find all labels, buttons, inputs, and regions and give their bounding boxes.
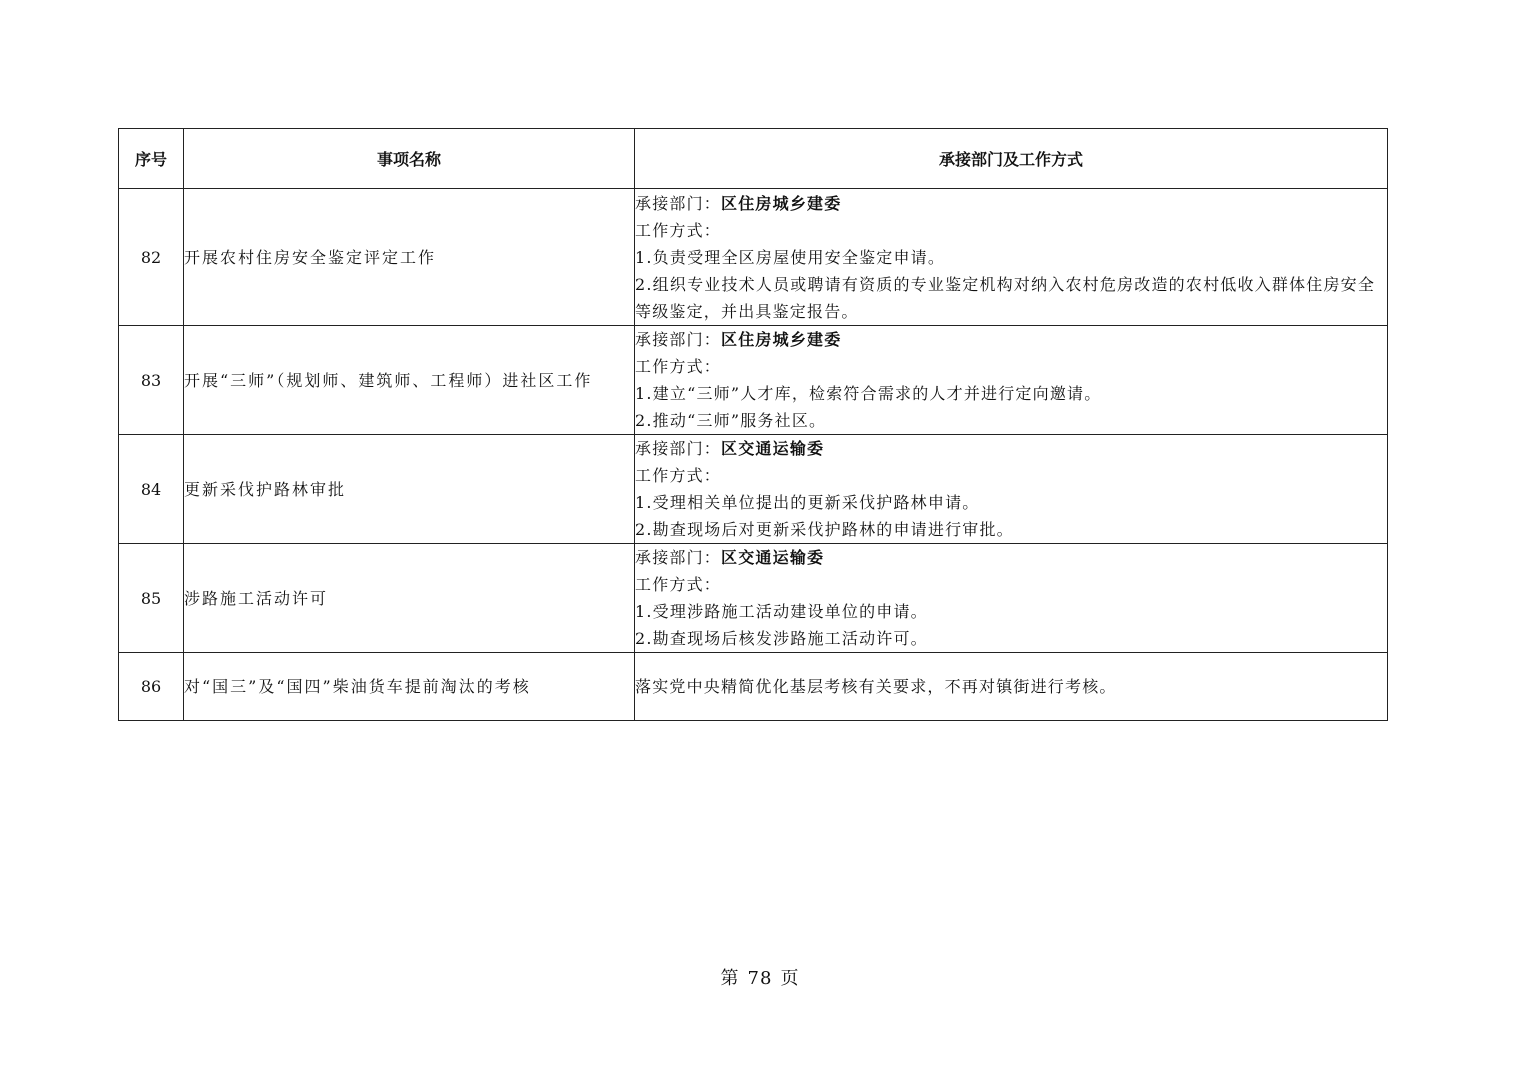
dept-line [635,190,1387,217]
row-no: 84 [119,435,184,544]
row-no: 83 [119,326,184,435]
dept-name: 区交通运输委 [721,548,825,567]
method-item: 2.勘查现场后对更新采伐护路林的申请进行审批。 [635,520,1014,539]
table-row [119,326,1388,435]
row-dept-cell [635,326,1388,435]
method-label: 工作方式： [635,466,722,485]
row-name: 更新采伐护路林审批 [184,435,635,544]
method-item: 1.受理涉路施工活动建设单位的申请。 [635,602,928,621]
row-no: 82 [119,189,184,326]
method-item: 1.建立“三师”人才库，检索符合需求的人才并进行定向邀请。 [635,384,1102,403]
method-item: 1.负责受理全区房屋使用安全鉴定申请。 [635,247,946,267]
dept-label: 承接部门： [635,330,722,349]
row-no: 86 [119,653,184,721]
row-dept-cell [635,544,1388,653]
page-value: 78 [747,968,773,989]
dept-label: 承接部门： [635,548,722,567]
page-prefix: 第 [720,968,740,989]
row-name: 开展“三师”（规划师、建筑师、工程师）进社区工作 [184,326,635,435]
row-dept-cell [635,189,1388,326]
row-no: 85 [119,544,184,653]
method-item: 2.组织专业技术人员或聘请有资质的专业鉴定机构对纳入农村危房改造的农村低收入群体住房安全等级鉴定，并出具鉴定报告。 [635,274,1376,321]
header-dept: 承接部门及工作方式 [635,129,1388,189]
method-label: 工作方式： [635,575,722,594]
table-header-row [119,129,1388,189]
header-name: 事项名称 [184,129,635,189]
row-name: 对“国三”及“国四”柴油货车提前淘汰的考核 [184,653,635,721]
method-item: 1.受理相关单位提出的更新采伐护路林申请。 [635,493,980,512]
table-row [119,435,1388,544]
method-item: 2.勘查现场后核发涉路施工活动许可。 [635,629,928,648]
dept-label: 承接部门： [635,193,722,213]
dept-line [635,544,1387,571]
row-name: 涉路施工活动许可 [184,544,635,653]
matters-table [118,128,1388,721]
method-item: 2.推动“三师”服务社区。 [635,411,827,430]
page-number [0,964,1520,990]
table-row [119,544,1388,653]
table-row [119,653,1388,721]
dept-line [635,326,1387,353]
page-suffix: 页 [780,968,800,989]
dept-name: 区住房城乡建委 [721,330,842,349]
row-dept-cell [635,435,1388,544]
dept-name: 区交通运输委 [721,439,825,458]
row-note: 落实党中央精简优化基层考核有关要求，不再对镇街进行考核。 [635,653,1388,721]
table-row [119,189,1388,326]
method-label: 工作方式： [635,220,722,240]
row-name: 开展农村住房安全鉴定评定工作 [184,189,635,326]
dept-name: 区住房城乡建委 [721,193,842,213]
dept-line [635,435,1387,462]
method-label: 工作方式： [635,357,722,376]
header-no: 序号 [119,129,184,189]
dept-label: 承接部门： [635,439,722,458]
